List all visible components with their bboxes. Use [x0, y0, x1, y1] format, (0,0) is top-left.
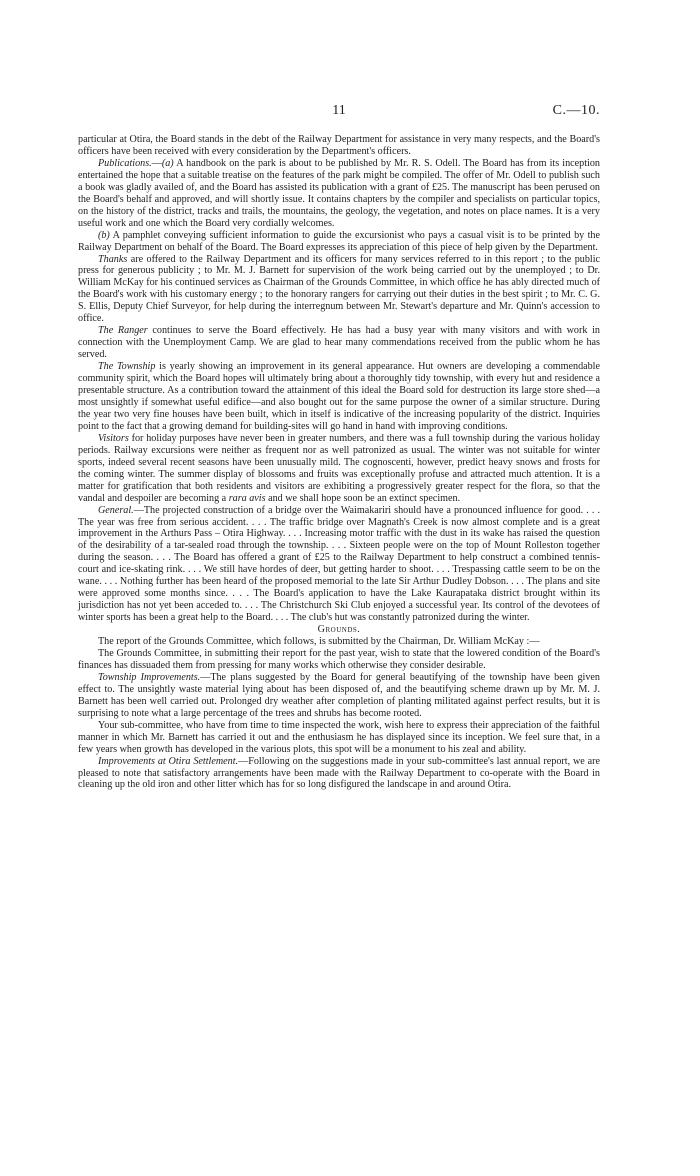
text-run: —Following on the suggestions made in your sub-committee's last annual report, we are pleased to note that satisfactory arrangements have been made with the Railway Department to co-operate with the Board in cleaning up the old iron and other litter which has for so long disfigured the landscape in and around Otira.	[78, 755, 600, 791]
paragraph	[78, 672, 600, 720]
document-reference: C.—10.	[552, 103, 600, 118]
text-run: A pamphlet conveying sufficient information to guide the excursionist who pays a casual visit is to be printed by the Railway Department on behalf of the Board. The Board expresses its appreciation of this piece of help given by the Department.	[78, 229, 600, 253]
text-run: —	[151, 157, 162, 169]
text-run: is yearly showing an improvement in its general appearance. Hut owners are developing a commendable community spirit, which the Board hopes will ultimately bring about a thoroughly tidy township, with every hut and residence a presentable structure. As a contribution toward the attainment of this ideal the Board sold for destruction its large store shed—a most unsightly if somewhat useful edifice—and also bought out for the same purpose the owner of a similar structure. During the year two very fine houses have been built, which in itself is indicative of the increasing popularity of the district. Inquiries point to the fact that a growing demand for building-sites will go hand in hand with improving conditions.	[78, 361, 600, 432]
page-header	[78, 103, 600, 121]
section-heading	[78, 624, 600, 636]
italic-run: (a)	[161, 157, 174, 169]
italic-run: Publications.	[98, 157, 152, 169]
italic-run: Improvements at Otira Settlement.	[98, 755, 239, 767]
italic-run: Visitors	[98, 432, 129, 444]
text-run: for holiday purposes have never been in greater numbers, and there was a full township during the various holiday periods. Railway excursions were neither as frequent nor as well patronized as usual. The winter was not suitable for winter sports, indeed several recent seasons have been unusually mild. The cognoscenti, however, predict heavy snows and frosts for the coming winter. The summer display of blossoms and fruits was exceptionally profuse and attracted much attention. It is a matter for gratification that both residents and visitors are exhibiting a progressively greater respect for the flora, so that the vandal and despoiler are becoming a	[78, 432, 600, 504]
text-run: The report of the Grounds Committee, which follows, is submitted by the Chairman, Dr. William McKay :—	[98, 636, 540, 648]
text-run: The Grounds Committee, in submitting their report for the past year, wish to state that the lowered condition of the Board's finances has dissuaded them from pressing for many works which otherwise they consider desirable.	[78, 647, 600, 671]
italic-run: The Township	[98, 361, 156, 373]
text-run: Grounds.	[317, 624, 361, 636]
page-number: 11	[332, 103, 346, 118]
paragraph	[78, 636, 600, 648]
paragraph	[78, 254, 600, 326]
text-run: A handbook on the park is about to be published by Mr. R. S. Odell. The Board has from its inception entertained the hope that a suitable treatise on the features of the park might be compiled. The offer of Mr. Odell to publish such a book was gladly availed of, and the Board has assisted its publication with a grant of £25. The manuscript has been perused on the Board's behalf and approved, and will shortly issue. It contains chapters by the compiler and specialists on particular topics, on the history of the district, tracks and trails, the mountains, the geology, the vegetation, and notes on place names. It is a very useful work and one which the Board very cordially welcomes.	[78, 157, 600, 229]
text-run: continues to serve the Board effectively. He has had a busy year with many visitors and with work in connection with the Unemployment Camp. We are glad to hear many commendations received from the public whom he has served.	[78, 325, 600, 361]
paragraph	[78, 433, 600, 505]
document-body	[78, 134, 600, 791]
italic-run: rara avis	[228, 492, 266, 504]
paragraph	[78, 230, 600, 254]
paragraph	[78, 720, 600, 756]
italic-run: (b)	[98, 229, 110, 241]
text-run: particular at Otira, the Board stands in the debt of the Railway Department for assistance in very many respects, and the Board's officers have been received with every consideration by the Department's officers.	[78, 134, 600, 157]
italic-run: General.	[98, 504, 134, 516]
paragraph	[78, 134, 600, 158]
text-run: —The projected construction of a bridge over the Waimakariri should have a pronounced influence for good. . . . The year was free from serious accident. . . . The traffic bridge over Magnath's Creek is now almost complete and is a great improvement in the Arthurs Pass – Otira Highway. . . . Increasing motor traffic with the dust in its wake has raised the question of the desirability of a tar-sealed road through the township. . . . Sixteen people were on the top of Mount Rolleston together during the season. . . . The Board has offered a grant of £25 to the Railway Department to help construct a combined tennis-court and ice-skating rink. . . . We still have hordes of deer, but getting harder to shoot. . . . Trespassing cattle seem to be on the wane. . . . Nothing further has been heard of the proposed memorial to the late Sir Arthur Dudley Dobson. . . . The plans and site were approved some months since. . . . The Board's application to have the Lake Kaurapataka district brought within its jurisdiction has not yet been acceded to. . . . The Christchurch Ski Club enjoyed a successful year. Its control of the devotees of winter sports has been a great help to the Board. . . . The club's hut was constantly patronized during the winter.	[78, 504, 600, 624]
paragraph	[78, 325, 600, 361]
paragraph	[78, 505, 600, 625]
italic-run: The Ranger	[98, 325, 148, 337]
paragraph	[78, 648, 600, 672]
paragraph	[78, 361, 600, 433]
text-run: —The plans suggested by the Board for general beautifying of the township have been given effect to. The unsightly waste material lying about has been disposed of, and the beautifying scheme drawn up by Mr. M. J. Barnett has been well carried out. Prolonged dry weather after completion of planting militated against perfect results, but it is surprising to note what a large percentage of the trees and shrubs has become rooted.	[78, 671, 600, 719]
text-run: and we shall hope soon be an extinct specimen.	[265, 492, 461, 504]
italic-run: Thanks	[98, 253, 128, 265]
italic-run: Township Improvements.	[98, 671, 201, 683]
paragraph	[78, 756, 600, 792]
text-run: Your sub-committee, who have from time to time inspected the work, wish here to express their appreciation of the faithful manner in which Mr. Barnett has carried it out and the enthusiasm he has displayed since its inception. We feel sure that, in a few years when growth has developed in the various plots, this spot will be a monument to his zeal and ability.	[78, 719, 600, 755]
paragraph	[78, 158, 600, 230]
text-run: are offered to the Railway Department and its officers for many services referred to in this report ; to the public press for generous publicity ; to Mr. M. J. Barnett for supervision of the work being carried out by the unemployed ; to Dr. William McKay for his continued services as Chairman of the Grounds Committee, in which office he has ably directed much of the Board's work with his customary energy ; to the honorary rangers for carrying out their duties in the best spirit ; to Mr. C. G. S. Ellis, Deputy Chief Surveyor, for help during the interregnum between Mr. Stewart's departure and Mr. Quinn's accession to office.	[78, 253, 600, 325]
